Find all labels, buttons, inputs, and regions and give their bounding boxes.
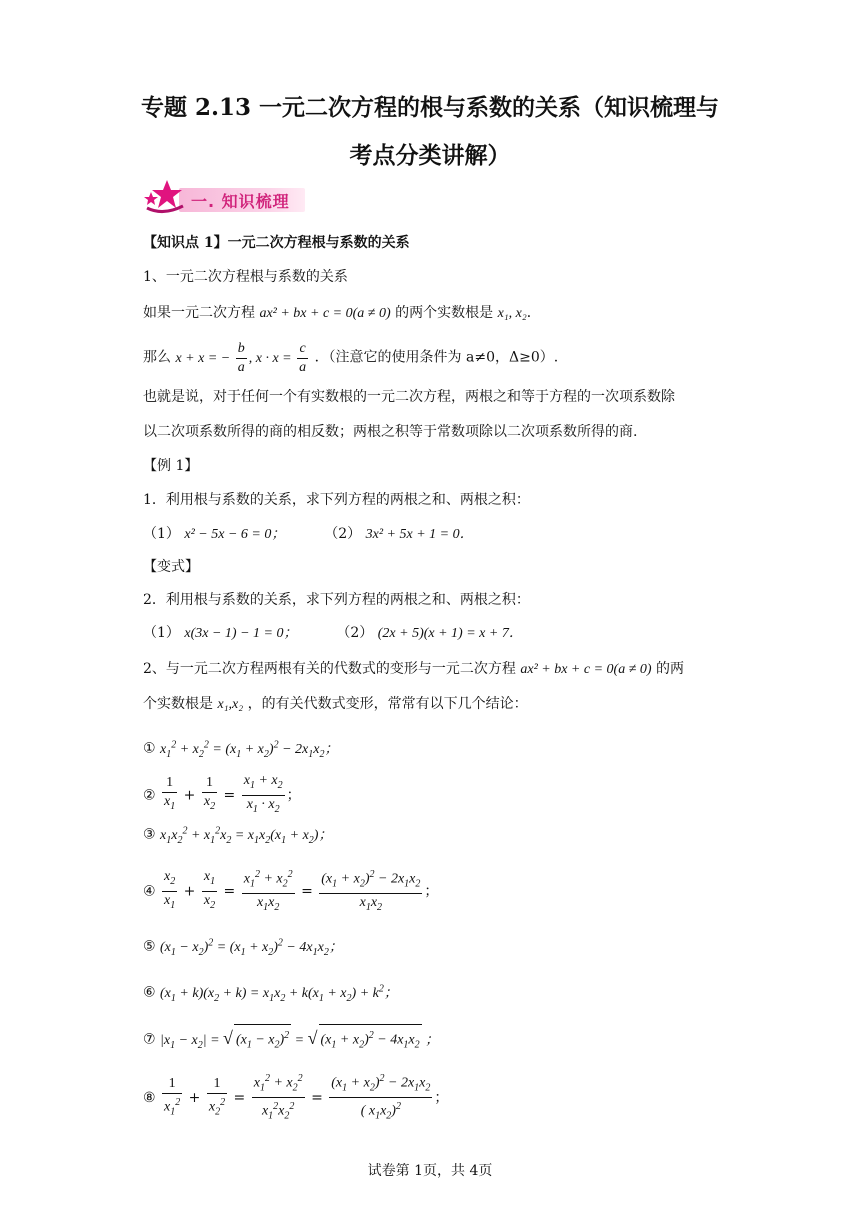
formula-7: ⑦ $|x_1 - x_2|$ = √ $(x_1 - x_2)^2$ = √ $(x_1 + x_2)^2 - 4x_1x_2$ ； — [143, 1024, 439, 1056]
variant-label: 【变式】 — [143, 559, 199, 575]
formula-7-marker: ⑦ — [143, 1031, 156, 1048]
formula-1: ① $x_1^2 + x_2^2 = (x_1 + x_2)^2 - 2x_1x_2$； — [143, 739, 339, 760]
if-prefix: 如果一元二次方程 — [143, 305, 255, 321]
knowledge-point-heading: 【知识点 1】一元二次方程根与系数的关系 — [143, 235, 410, 251]
if-line: 如果一元二次方程 ax² + bx + c = 0(a ≠ 0) 的两个实数根是 x₁, x₂． — [143, 305, 541, 321]
if-roots: x₁, x₂ — [497, 306, 527, 321]
banner-label: 一. 知识梳理 — [191, 192, 290, 211]
variant-parts — [143, 622, 523, 645]
variant-part1-label: （1） — [143, 625, 180, 641]
section2-tail: 的两 — [656, 661, 685, 677]
formula-4: ④ $\frac{x_2}{x_1}$ + $\frac{x_1}{x_2}$ = $\frac{x_1^2 + x_2^2}{x_1x_2}$ = $\frac{(x_1 + x_2)^2 - 2x_1x_2}{x_1x_2}$ ； — [143, 866, 438, 917]
if-mid: 的两个实数根是 — [395, 305, 494, 321]
example-label: 【例 1】 — [143, 458, 199, 474]
variant-part1: x(3x − 1) − 1 = 0； — [184, 626, 298, 641]
formula-6-marker: ⑥ — [143, 984, 156, 1001]
variant-question: 2．利用根与系数的关系，求下列方程的两根之和、两根之积： — [143, 592, 530, 608]
section2-roots: x₁,x₂ — [217, 697, 244, 712]
page-title-line2: 考点分类讲解） — [349, 142, 511, 169]
section2-text: 2、与一元二次方程两根有关的代数式的变形与一元二次方程 — [143, 661, 516, 677]
formula-2: ② $\frac{1}{x_1}$ + $\frac{1}{x_2}$ = $\frac{x_1 + x_2}{x_1 \cdot x_2}$ ； — [143, 773, 301, 815]
vieta-formula: x + x = − $\frac{b}{a}$ , x · x = $\frac{c}{a}$ — [175, 341, 307, 375]
example-part1: x² − 5x − 6 = 0； — [184, 527, 286, 542]
example-question: 1．利用根与系数的关系，求下列方程的两根之和、两根之积： — [143, 492, 530, 508]
section2-text2: 个实数根是 — [143, 696, 213, 712]
formula-3: ③ $x_1x_2^2 + x_1^2x_2 = x_1x_2(x_1 + x_2)$； — [143, 825, 333, 846]
section2-line1 — [143, 658, 684, 681]
formula-2-marker: ② — [143, 787, 156, 804]
formula-3-marker: ③ — [143, 826, 156, 843]
example-part2-label: （2） — [324, 526, 362, 542]
formula-4-marker: ④ — [143, 883, 156, 900]
explain-line2: 以二次项系数所得的商的相反数；两根之积等于常数项除以二次项系数所得的商. — [143, 424, 638, 440]
then-line — [143, 340, 558, 377]
example-part2: 3x² + 5x + 1 = 0． — [365, 527, 474, 542]
section1-heading: 1、一元二次方程根与系数的关系 — [143, 269, 348, 285]
section2-equation: ax² + bx + c = 0(a ≠ 0) — [520, 662, 652, 677]
formula-5: ⑤ $(x_1 - x_2)^2 = (x_1 + x_2)^2 - 4x_1x_2$； — [143, 937, 343, 958]
formula-8-marker: ⑧ — [143, 1089, 156, 1106]
section-banner — [143, 178, 323, 218]
section2-text3: ，的有关代数式变形，常常有以下几个结论： — [247, 696, 528, 712]
formula-1-marker: ① — [143, 740, 156, 757]
formula-8: ⑧ $\frac{1}{x_1^2}$ + $\frac{1}{x_2^2}$ = $\frac{x_1^2 + x_2^2}{x_1^2x_2^2}$ = $\frac{(x_1 + x_2)^2 - 2x_1x_2}{( x_1x_2)^2}$ ； — [143, 1070, 448, 1126]
page-title-line1: 专题 2.13 一元二次方程的根与系数的关系（知识梳理与 — [140, 94, 720, 121]
then-prefix: 那么 — [143, 349, 171, 366]
formula-6: ⑥ $(x_1 + k)(x_2 + k) = x_1x_2 + k(x_1 + x_2) + k^2$； — [143, 983, 398, 1004]
explain-line1: 也就是说，对于任何一个有实数根的一元二次方程，两根之和等于方程的一次项系数除 — [143, 389, 675, 405]
if-equation: ax² + bx + c = 0(a ≠ 0) — [259, 306, 391, 321]
example-parts — [143, 523, 474, 546]
then-note: ．（注意它的使用条件为 a≠0，Δ≥0）. — [314, 349, 559, 366]
variant-part2-label: （2） — [336, 625, 374, 641]
formula-5-marker: ⑤ — [143, 938, 156, 955]
page-footer: 试卷第 1页，共 4页 — [367, 1163, 493, 1179]
example-part1-label: （1） — [143, 526, 180, 542]
variant-part2: (2x + 5)(x + 1) = x + 7． — [377, 626, 523, 641]
section2-line2 — [143, 693, 528, 716]
